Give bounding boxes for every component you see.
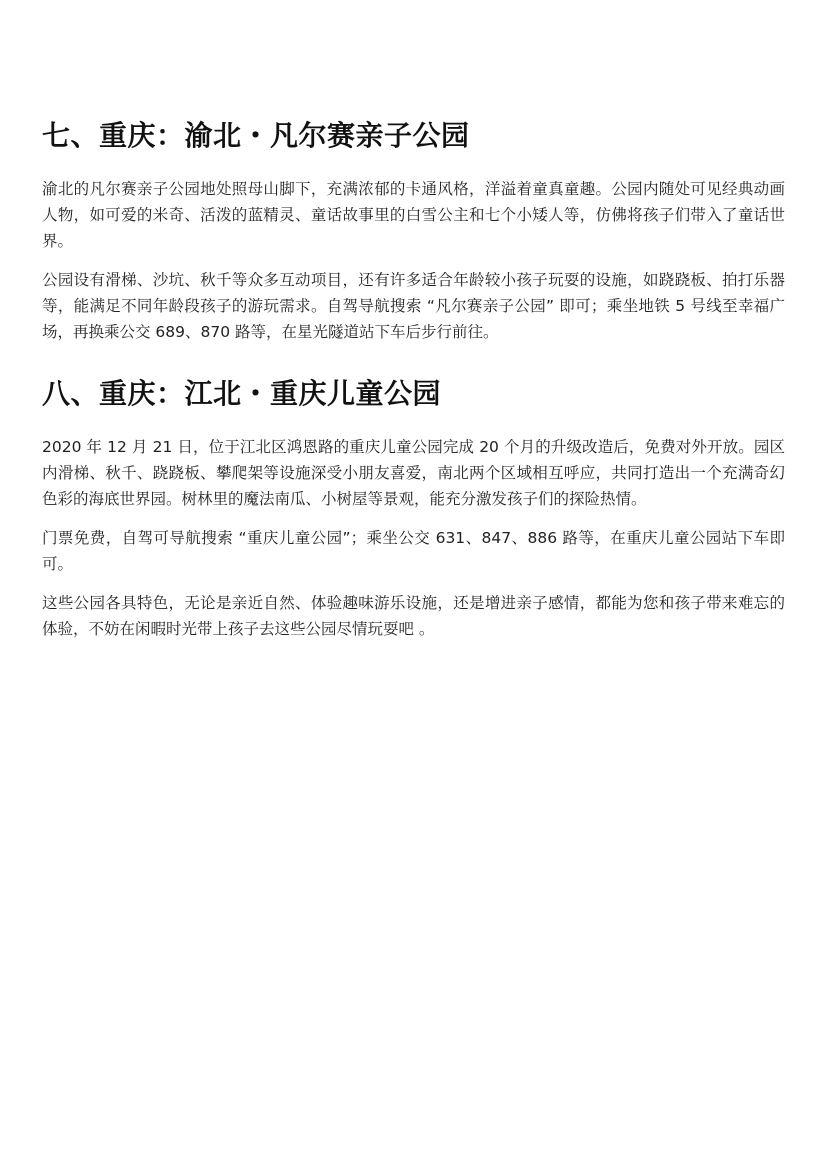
- paragraph: 公园设有滑梯、沙坑、秋千等众多互动项目，还有许多适合年龄较小孩子玩耍的设施，如跷跷板、拍打乐器等，能满足不同年龄段孩子的游玩需求。自驾导航搜索 “凡尔赛亲子公园” 即可；乘坐地铁 5 号线至幸福广场，再换乘公交 689、870 路等，在星光隧道站下车后步行前往。: [42, 271, 785, 341]
- section-heading: 八、重庆：江北・重庆儿童公园: [42, 377, 442, 410]
- paragraph: 门票免费，自驾可导航搜索 “重庆儿童公园”；乘坐公交 631、847、886 路等，在重庆儿童公园站下车即可。: [42, 529, 785, 573]
- section-heading: 七、重庆：渝北・凡尔赛亲子公园: [42, 119, 470, 152]
- section-fanersai-park: [42, 116, 785, 345]
- paragraph: 2020 年 12 月 21 日，位于江北区鸿恩路的重庆儿童公园完成 20 个月的升级改造后，免费对外开放。园区内滑梯、秋千、跷跷板、攀爬架等设施深受小朋友喜爱，南北两个区域相互呼应，共同打造出一个充满奇幻色彩的海底世界园。树林里的魔法南瓜、小树屋等景观，能充分激发孩子们的探险热情。: [42, 438, 785, 508]
- section-chongqing-children-park: [42, 374, 785, 642]
- paragraph: 这些公园各具特色，无论是亲近自然、体验趣味游乐设施，还是增进亲子感情，都能为您和孩子带来难忘的体验，不妨在闲暇时光带上孩子去这些公园尽情玩耍吧 。: [42, 594, 785, 638]
- paragraph: 渝北的凡尔赛亲子公园地处照母山脚下，充满浓郁的卡通风格，洋溢着童真童趣。公园内随处可见经典动画人物，如可爱的米奇、活泼的蓝精灵、童话故事里的白雪公主和七个小矮人等，仿佛将孩子们带入了童话世界。: [42, 180, 785, 250]
